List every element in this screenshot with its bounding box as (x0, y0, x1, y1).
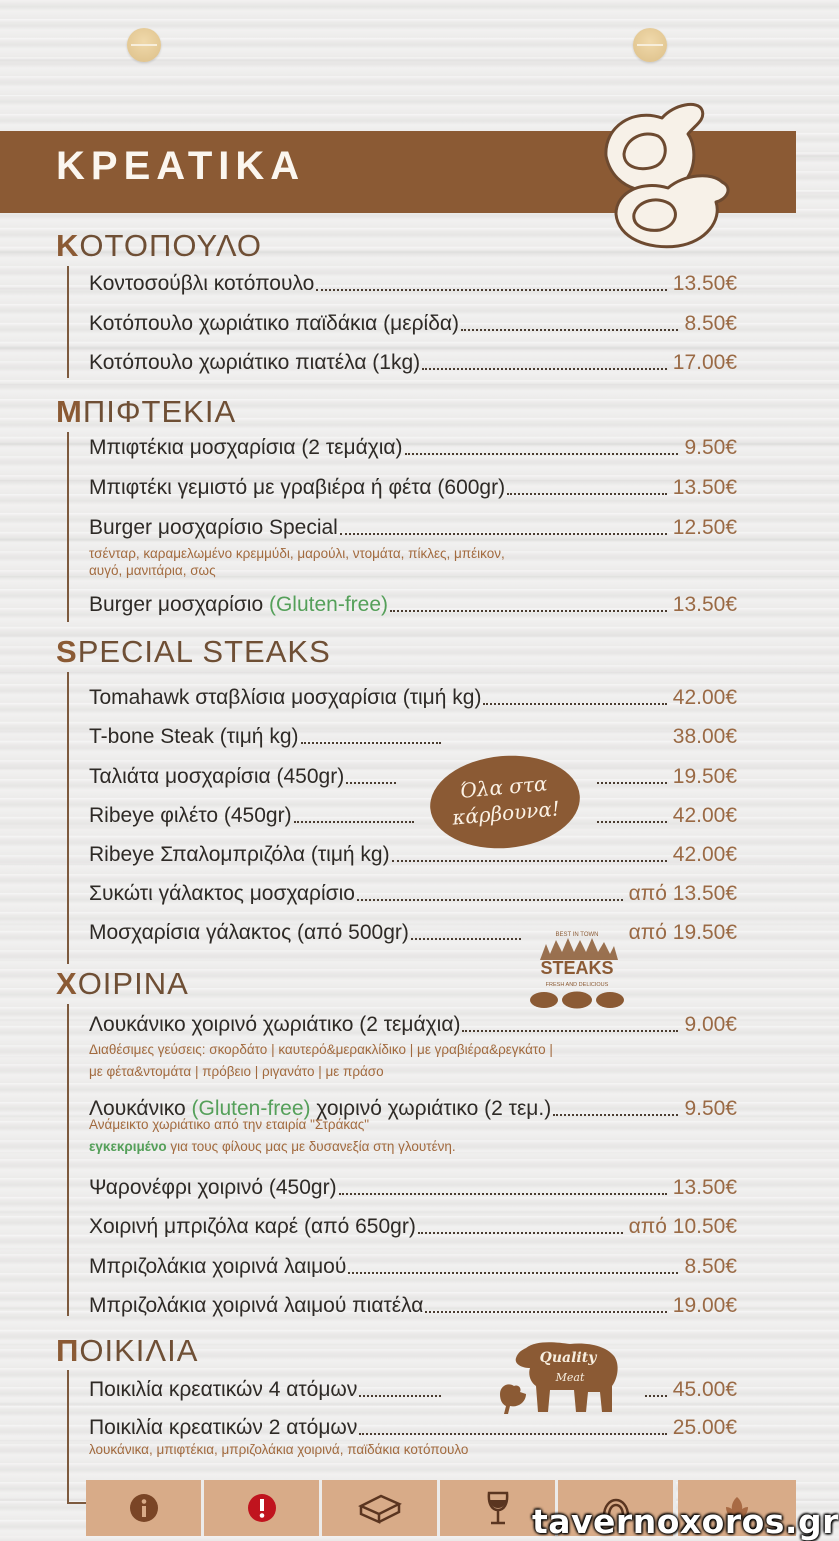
stamp-top-text: BEST IN TOWN (555, 932, 599, 938)
section-title-steaks: SPECIAL STEAKS (56, 634, 331, 669)
flavors-note: Διαθέσιμες γεύσεις: σκορδάτο | καυτερό&μερακλίδικο | με γραβιέρα&ρεγκάτο | με φέτα&ντομάτα | πρόβειο | ριγανάτο | με πράσο (89, 1042, 553, 1079)
rail-steaks (67, 672, 69, 964)
menu-item: Ribeye φιλέτο (450gr) 42.00€ (89, 804, 737, 827)
site-url: tavernoxoros.gr (532, 1502, 839, 1541)
section-title-kotopoulo: ΚΟΤΟΠΟΥΛΟ (56, 228, 263, 263)
tab-allergens[interactable] (204, 1480, 322, 1536)
stamp-sub-text: FRESH AND DELICIOUS (545, 982, 609, 988)
menu-item: Κοντοσούβλι κοτόπουλο 13.50€ (89, 272, 737, 295)
gluten-free-note: Ανάμεικτο χωριάτικο από την εταιρία "Στράκας" εγκεκριμένο για τους φίλους μας με δυσανεξία στη γλουτένη. (89, 1117, 456, 1154)
menu-item: Χοιρινή μπριζόλα καρέ (από 650gr) από 10.50€ (89, 1215, 737, 1238)
menu-item: T-bone Steak (τιμή kg) 38.00€ (89, 725, 737, 748)
gluten-free-label: (Gluten-free) (268, 593, 389, 616)
menu-item: Μπριζολάκια χοιρινά λαιμού πιατέλα 19.00€ (89, 1294, 737, 1317)
rail-poikilia (67, 1370, 69, 1504)
menu-item: Ribeye Σπαλομπριζόλα (τιμή kg) 42.00€ (89, 843, 737, 866)
menu-item: Συκώτι γάλακτος μοσχαρίσιο από 13.50€ (89, 882, 737, 905)
rail-biftekia (67, 432, 69, 622)
item-description: τσένταρ, καραμελωμένο κρεμμύδι, μαρούλι, ντομάτα, πίκλες, μπέικον, αυγό, μανιτάρια, σως (89, 546, 505, 578)
menu-item: Ταλιάτα μοσχαρίσια (450gr) 19.50€ (89, 765, 737, 788)
meat-text: Meat (555, 1371, 585, 1384)
menu-item: Μπριζολάκια χοιρινά λαιμού 8.50€ (89, 1255, 737, 1278)
menu-item: Tomahawk σταβλίσια μοσχαρίσια (τιμή kg) 42.00€ (89, 686, 737, 709)
menu-item: Κοτόπουλο χωριάτικο πιατέλα (1kg) 17.00€ (89, 351, 737, 374)
section-title-poikilia: ΠΟΙΚΙΛΙΑ (56, 1333, 199, 1368)
tab-cheese[interactable] (322, 1480, 440, 1536)
rail-xoirina (67, 1004, 69, 1316)
gluten-free-label: (Gluten-free) (191, 1097, 311, 1120)
menu-item: Μπιφτέκια μοσχαρίσια (2 τεμάχια) 9.50€ (89, 436, 737, 459)
section-title-biftekia: ΜΠΙΦΤΕΚΙΑ (56, 394, 237, 429)
menu-item: Λουκάνικο (Gluten-free) χοιρινό χωριάτικο (2 τεμ.) 9.50€ (89, 1097, 737, 1120)
menu-item: Λουκάνικο χοιρινό χωριάτικο (2 τεμάχια) 9.00€ (89, 1013, 737, 1036)
menu-item: Μοσχαρίσια γάλακτος (από 500gr) από 19.50€ (89, 921, 737, 944)
menu-item: Ψαρονέφρι χοιρινό (450gr) 13.50€ (89, 1176, 737, 1199)
alert-icon (246, 1492, 278, 1524)
page-title: ΚΡΕΑΤΙΚΑ (56, 144, 306, 188)
info-icon (128, 1492, 160, 1524)
menu-item: Burger μοσχαρίσιο (Gluten-free) 13.50€ (89, 593, 737, 616)
section-title-xoirina: ΧΟΙΡΙΝΑ (56, 966, 189, 1001)
steaks-stamp-icon (526, 928, 628, 1014)
tab-info[interactable] (86, 1480, 204, 1536)
steak-illustration-icon (594, 96, 744, 258)
wine-glass-icon (484, 1490, 512, 1526)
menu-item: Ποικιλία κρεατικών 2 ατόμων 25.00€ (89, 1416, 737, 1439)
menu-item: Ποικιλία κρεατικών 4 ατόμων 45.00€ (89, 1378, 737, 1401)
cheese-icon (357, 1492, 403, 1524)
quality-text: Quality (539, 1350, 597, 1366)
charcoal-badge: Όλα στα κάρβουνα! (426, 750, 583, 855)
pin-right (633, 28, 667, 62)
item-description: λουκάνικα, μπιφτέκια, μπριζολάκια χοιρινά, παϊδάκια κοτόπουλο (89, 1442, 469, 1457)
stamp-main-text: STEAKS (540, 958, 614, 978)
pin-left (127, 28, 161, 62)
rail-kotopoulo (67, 266, 69, 378)
menu-item: Μπιφτέκι γεμιστό με γραβιέρα ή φέτα (600gr) 13.50€ (89, 476, 737, 499)
menu-item: Burger μοσχαρίσιο Special 12.50€ (89, 516, 737, 539)
menu-item: Κοτόπουλο χωριάτικο παϊδάκια (μερίδα) 8.50€ (89, 312, 737, 335)
quality-meat-badge-icon (496, 1334, 624, 1416)
